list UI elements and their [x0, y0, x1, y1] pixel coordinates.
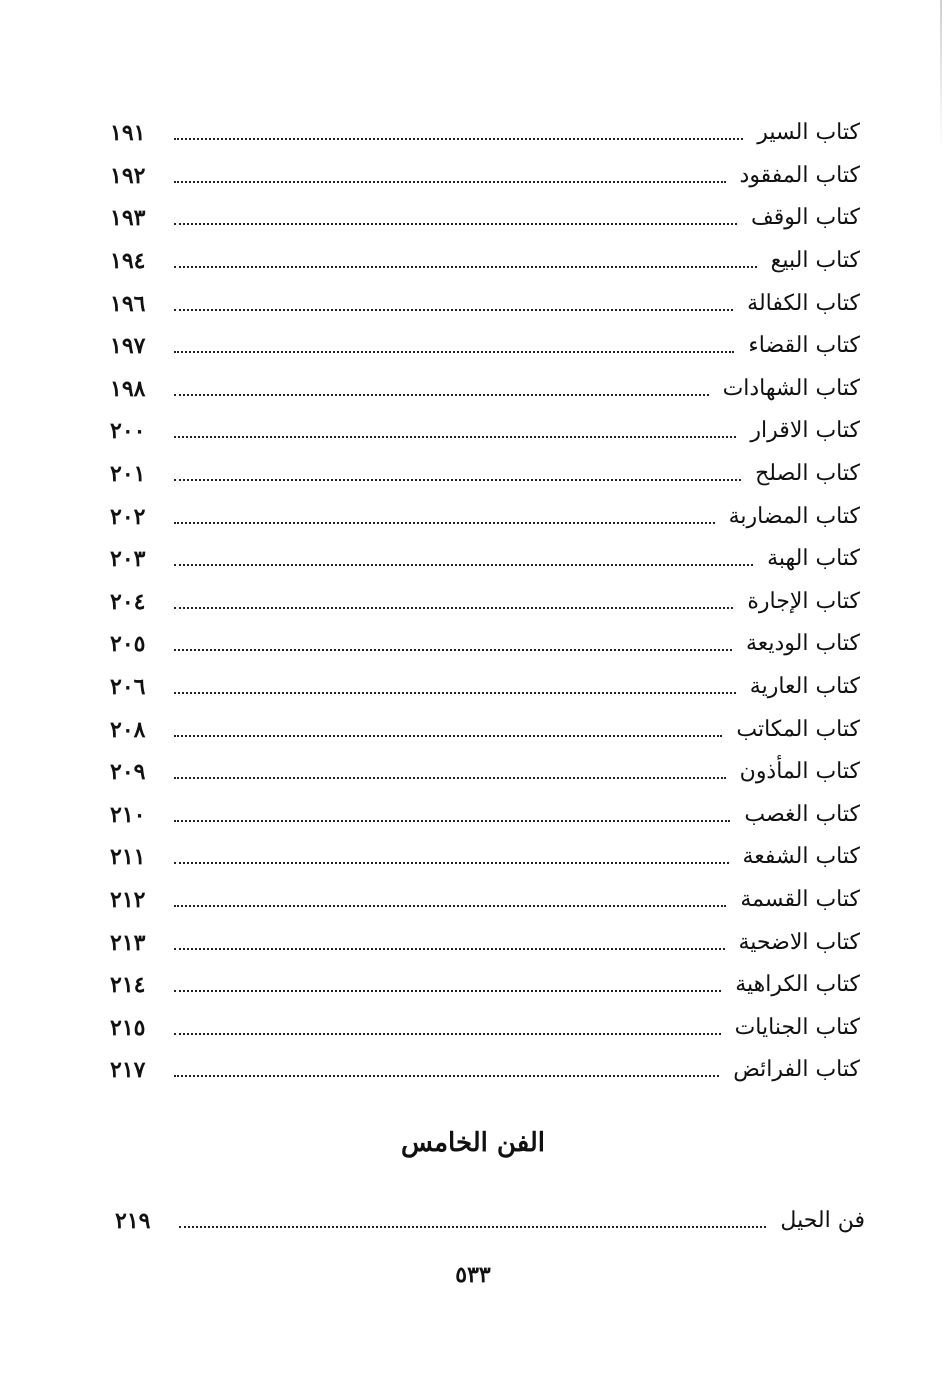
toc-entry-title: فن الحيل	[780, 1208, 865, 1234]
toc-entry-page: ١٩٤	[110, 248, 146, 275]
dot-leader	[179, 1226, 766, 1228]
toc-entry-title: كتاب الكراهية	[735, 972, 860, 998]
toc-entry	[110, 879, 860, 922]
toc-entry-page: ١٩٨	[110, 375, 146, 402]
toc-entry-title: كتاب الوقف	[751, 205, 860, 231]
toc-entry	[110, 155, 860, 198]
toc-entry-title: كتاب الشهادات	[722, 375, 860, 401]
toc-entry	[110, 112, 860, 155]
dot-leader	[174, 351, 734, 353]
toc-entry-title: كتاب الفرائض	[733, 1057, 860, 1083]
page-edge-shadow	[940, 0, 942, 150]
toc-entry-page: ٢٠٠	[110, 418, 146, 445]
dot-leader	[174, 607, 733, 609]
dot-leader	[174, 692, 736, 694]
toc-entry-page: ٢١٢	[110, 886, 146, 913]
toc-entry	[110, 197, 860, 240]
toc-entry-page: ١٩٦	[110, 290, 146, 317]
toc-entry-page: ٢٠٤	[110, 588, 146, 615]
toc-entry	[110, 453, 860, 496]
toc-entry-page: ٢١١	[110, 844, 146, 871]
dot-leader	[174, 905, 726, 907]
dot-leader	[174, 564, 753, 566]
toc-entry	[110, 964, 860, 1007]
toc-entry	[110, 708, 860, 751]
toc-entry-page: ٢٠١	[110, 461, 146, 488]
toc-entry	[110, 1049, 860, 1092]
toc-entry-page: ٢١٤	[110, 972, 146, 999]
dot-leader	[174, 394, 709, 396]
toc-entry-title: كتاب المأذون	[739, 759, 860, 785]
section-heading: الفن الخامس	[400, 1128, 546, 1158]
dot-leader	[174, 309, 733, 311]
toc-entry-page: ١٩٣	[110, 205, 146, 232]
toc-entry	[110, 282, 860, 325]
dot-leader	[174, 649, 732, 651]
dot-leader	[174, 948, 725, 950]
toc-entry	[110, 751, 860, 794]
toc-entry	[110, 666, 860, 709]
dot-leader	[174, 266, 757, 268]
toc-entry-title: كتاب الوديعة	[745, 631, 860, 657]
dot-leader	[174, 138, 743, 140]
toc-entry-page: ٢٠٩	[110, 759, 146, 786]
toc-entry	[110, 538, 860, 581]
dot-leader	[174, 181, 726, 183]
toc-entry-title: كتاب الاضحية	[738, 929, 860, 955]
toc-entry-title: كتاب الشفعة	[742, 844, 860, 870]
toc-entry-title: كتاب السير	[757, 120, 860, 146]
dot-leader	[174, 223, 737, 225]
toc-entry-page: ١٩١	[110, 120, 146, 147]
toc-entry	[110, 368, 860, 411]
toc-entry	[115, 1200, 865, 1243]
toc-entry	[110, 794, 860, 837]
toc-entry-page: ٢١٧	[110, 1057, 146, 1084]
toc-entry-title: كتاب المكاتب	[736, 716, 860, 742]
toc-entry-title: كتاب الصلح	[755, 461, 860, 487]
toc-entry	[110, 836, 860, 879]
dot-leader	[174, 735, 722, 737]
toc-entry	[110, 1006, 860, 1049]
dot-leader	[174, 820, 730, 822]
toc-entry	[110, 410, 860, 453]
toc-entry-title: كتاب الهبة	[767, 546, 860, 572]
toc-entry	[110, 495, 860, 538]
toc-entry-page: ٢١٩	[115, 1208, 151, 1235]
toc-entry-page: ١٩٢	[110, 162, 146, 189]
dot-leader	[174, 479, 741, 481]
toc-entry	[110, 623, 860, 666]
toc-entry-title: كتاب الغصب	[744, 801, 860, 827]
toc-entry-title: كتاب المضاربة	[728, 503, 860, 529]
toc-entry-page: ٢١٣	[110, 929, 146, 956]
toc-entry	[110, 921, 860, 964]
section-table-of-contents	[115, 1200, 865, 1243]
toc-entry-page: ٢١٠	[110, 801, 146, 828]
toc-entry-title: كتاب القضاء	[748, 333, 860, 359]
dot-leader	[174, 1075, 719, 1077]
toc-entry-page: ٢٠٣	[110, 546, 146, 573]
toc-entry-page: ٢٠٦	[110, 674, 146, 701]
toc-entry-title: كتاب المفقود	[739, 162, 860, 188]
toc-entry-title: كتاب الجنايات	[734, 1014, 860, 1040]
dot-leader	[174, 777, 726, 779]
toc-entry-title: كتاب البيع	[770, 248, 860, 274]
table-of-contents	[110, 112, 860, 1092]
toc-entry-page: ٢٠٥	[110, 631, 146, 658]
dot-leader	[174, 990, 721, 992]
toc-entry-title: كتاب الإجارة	[747, 588, 860, 614]
toc-entry-title: كتاب الاقرار	[750, 418, 860, 444]
dot-leader	[174, 1033, 721, 1035]
dot-leader	[174, 522, 715, 524]
toc-entry-page: ٢٠٢	[110, 503, 146, 530]
page-number: ٥٣٣	[455, 1262, 491, 1288]
toc-entry-title: كتاب العارية	[749, 674, 860, 700]
toc-entry-title: كتاب القسمة	[740, 886, 860, 912]
toc-entry-page: ٢٠٨	[110, 716, 146, 743]
toc-entry-page: ١٩٧	[110, 333, 146, 360]
toc-entry-page: ٢١٥	[110, 1014, 146, 1041]
dot-leader	[174, 862, 729, 864]
toc-entry	[110, 325, 860, 368]
dot-leader	[174, 436, 736, 438]
toc-entry-title: كتاب الكفالة	[747, 290, 860, 316]
toc-entry	[110, 240, 860, 283]
toc-entry	[110, 581, 860, 624]
